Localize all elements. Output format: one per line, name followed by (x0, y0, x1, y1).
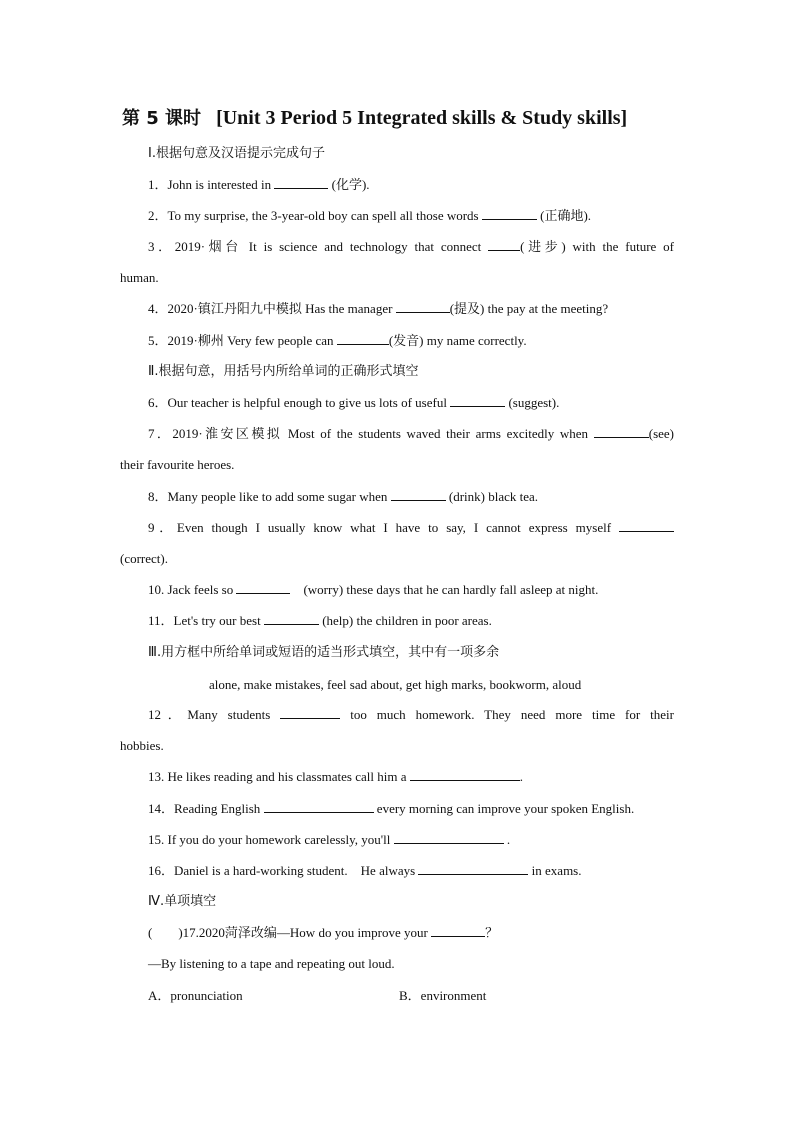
question-16: 16．Daniel is a hard-working student. He always in exams. (148, 863, 582, 878)
answer-blank[interactable] (337, 333, 389, 345)
answer-blank[interactable] (280, 707, 340, 719)
question-4: 4．2020·镇江丹阳九中模拟 Has the manager (提及) the pay at the meeting? (148, 301, 609, 316)
answer-blank[interactable] (619, 520, 674, 532)
question-5: 5．2019·柳州 Very few people can (发音) my name correctly. (148, 333, 527, 348)
answer-blank[interactable] (410, 769, 520, 781)
answer-blank[interactable] (394, 832, 504, 844)
question-3-continued: human. (120, 270, 159, 285)
question-12: 12．Many students too much homework. They need more time for their (148, 707, 674, 722)
question-14: 14．Reading English every morning can improve your spoken English. (148, 801, 635, 816)
question-2: 2．To my surprise, the 3-year-old boy can spell all those words (正确地). (148, 208, 592, 223)
answer-blank[interactable] (264, 801, 374, 813)
question-3: 3．2019·烟台 It is science and technology that connect (进步) with the future of (148, 239, 674, 254)
answer-blank[interactable] (431, 925, 485, 937)
question-15: 15. If you do your homework carelessly, you'll . (148, 832, 511, 847)
unit-title: [Unit 3 Period 5 Integrated skills & Study skills] (216, 107, 628, 129)
answer-blank[interactable] (236, 582, 290, 594)
section-heading-3: Ⅲ.用方框中所给单词或短语的适当形式填空，其中有一项多余 (148, 645, 500, 660)
section-heading-2: Ⅱ.根据句意，用括号内所给单词的正确形式填空 (148, 364, 419, 379)
section-heading-4: Ⅳ.单项填空 (148, 894, 217, 909)
question-8: 8．Many people like to add some sugar when (drink) black tea. (148, 489, 539, 504)
answer-blank[interactable] (450, 395, 505, 407)
answer-bracket[interactable]: ( ) (148, 925, 183, 940)
word-box: alone, make mistakes, feel sad about, get high marks, bookworm, aloud (209, 677, 582, 692)
question-9: 9．Even though I usually know what I have to say, I cannot express myself (148, 519, 674, 537)
question-10: 10. Jack feels so (worry) these days that he can hardly fall asleep at night. (148, 582, 599, 597)
question-17: ( )17.2020菏泽改编—How do you improve your ？ (148, 925, 499, 940)
answer-blank[interactable] (264, 613, 319, 625)
question-1: 1．John is interested in (化学). (148, 177, 370, 192)
question-7: 7．2019·淮安区模拟 Most of the students waved their arms excitedly when (see) (148, 426, 674, 441)
question-6: 6．Our teacher is helpful enough to give us lots of useful (suggest). (148, 395, 560, 410)
answer-blank[interactable] (488, 239, 520, 251)
question-9-continued: (correct). (120, 551, 168, 566)
page-title (122, 104, 627, 130)
question-11: 11．Let's try our best (help) the children in poor areas. (148, 613, 492, 628)
question-13: 13. He likes reading and his classmates call him a . (148, 769, 523, 784)
question-17-answer-line: —By listening to a tape and repeating out loud. (148, 956, 395, 971)
lesson-number: 第 5 课时 (122, 108, 202, 129)
option-a[interactable]: A．pronunciation (148, 988, 243, 1003)
answer-blank[interactable] (391, 489, 446, 501)
section-heading-1: Ⅰ.根据句意及汉语提示完成句子 (148, 146, 325, 161)
answer-blank[interactable] (274, 177, 328, 189)
question-12-continued: hobbies. (120, 738, 164, 753)
answer-blank[interactable] (594, 426, 649, 438)
answer-blank[interactable] (396, 301, 450, 313)
option-b[interactable]: B．environment (399, 988, 487, 1003)
question-7-continued: their favourite heroes. (120, 457, 235, 472)
answer-blank[interactable] (418, 863, 528, 875)
answer-blank[interactable] (482, 208, 537, 220)
